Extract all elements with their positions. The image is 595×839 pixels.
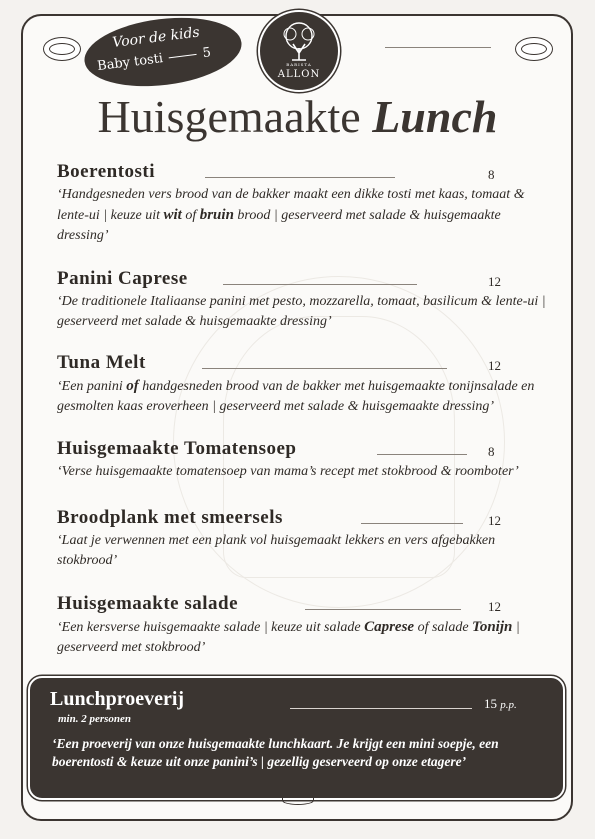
lunch-leader bbox=[290, 708, 472, 709]
item-leader bbox=[202, 368, 447, 369]
item-price: 12 bbox=[488, 513, 501, 528]
left-corner-badge bbox=[43, 37, 81, 61]
lunch-name: Lunchproeverij bbox=[50, 688, 185, 710]
item-price: 8 bbox=[488, 167, 495, 182]
item-leader bbox=[205, 177, 395, 178]
item-leader bbox=[377, 454, 467, 455]
lunch-price: 15 p.p. bbox=[484, 696, 517, 711]
item-name: Huisgemaakte salade bbox=[57, 593, 239, 614]
emphasis-bruin: bruin bbox=[199, 207, 234, 223]
kids-title: Voor de kids bbox=[111, 24, 201, 52]
page-title bbox=[0, 90, 595, 143]
lunch-description: ‘Een proeverij van onze huisgemaakte lunchkaart. Je krijgt een mini soepje, een boerentosti & keuze uit onze panini’s | gezellig geserveerd op onze etagere’ bbox=[52, 736, 499, 769]
item-price: 12 bbox=[488, 599, 501, 614]
tree-icon bbox=[274, 20, 324, 64]
emphasis-tonijn: Tonijn bbox=[472, 619, 513, 635]
lunch-price-unit: p.p. bbox=[500, 699, 517, 711]
logo-tagline: BARISTA bbox=[286, 62, 312, 67]
emphasis-wit: wit bbox=[163, 207, 182, 223]
lunch-tasting-box bbox=[28, 676, 565, 800]
item-price: 12 bbox=[488, 358, 501, 373]
menu-item bbox=[57, 352, 547, 417]
item-description: ‘Handgesneden vers brood van de bakker maakt een dikke tosti met kaas, tomaat & lente-ui | keuze uit wit of bruin brood | geserveerd met salade & huisgemaakte dressing’ bbox=[57, 187, 525, 243]
kids-item-leader bbox=[169, 54, 197, 58]
item-name: Broodplank met smeersels bbox=[57, 507, 283, 528]
item-name: Huisgemaakte Tomatensoep bbox=[57, 438, 297, 459]
brand-logo bbox=[258, 10, 340, 92]
item-description: ‘Verse huisgemaakte tomatensoep van mama’s recept met stokbrood & roomboter’ bbox=[57, 464, 519, 479]
menu-item bbox=[57, 507, 547, 571]
logo-name: ALLON bbox=[277, 69, 321, 80]
item-name: Boerentosti bbox=[57, 161, 156, 182]
kids-item-price: 5 bbox=[201, 45, 212, 62]
item-price: 12 bbox=[488, 274, 501, 289]
item-description: ‘Een kersverse huisgemaakte salade | keuze uit salade Caprese of salade Tonijn | geserveerd met stokbrood’ bbox=[57, 619, 520, 655]
menu-item bbox=[57, 593, 547, 658]
item-name: Tuna Melt bbox=[57, 352, 146, 373]
item-leader bbox=[305, 609, 461, 610]
kids-item-name: Baby tosti bbox=[96, 51, 164, 75]
title-main: Huisgemaakte bbox=[97, 91, 361, 142]
item-description: ‘De traditionele Italiaanse panini met pesto, mozzarella, tomaat, basilicum & lente-ui | geserveerd met salade & huisgemaakte dressing’ bbox=[57, 294, 546, 329]
emphasis-caprese: Caprese bbox=[364, 619, 415, 635]
top-divider bbox=[385, 47, 491, 48]
item-description: ‘Laat je verwennen met een plank vol huisgemaakt lekkers en vers afgebakken stokbrood’ bbox=[57, 533, 496, 568]
menu-item bbox=[57, 268, 547, 332]
right-corner-badge bbox=[515, 37, 553, 61]
bottom-ornament bbox=[282, 796, 314, 805]
lunch-subtitle: min. 2 personen bbox=[58, 713, 132, 725]
item-price: 8 bbox=[488, 444, 495, 459]
item-leader bbox=[223, 284, 417, 285]
item-leader bbox=[361, 523, 463, 524]
menu-item bbox=[57, 438, 547, 482]
title-emphasis: Lunch bbox=[372, 91, 498, 142]
item-description: ‘Een panini of handgesneden brood van de bakker met huisgemaakte tonijnsalade en gesmolten kaas eroverheen | geserveerd met salade & huisgemaakte dressing’ bbox=[57, 378, 535, 414]
item-name: Panini Caprese bbox=[57, 268, 188, 289]
emphasis-of: of bbox=[126, 378, 139, 394]
menu-item bbox=[57, 161, 547, 246]
